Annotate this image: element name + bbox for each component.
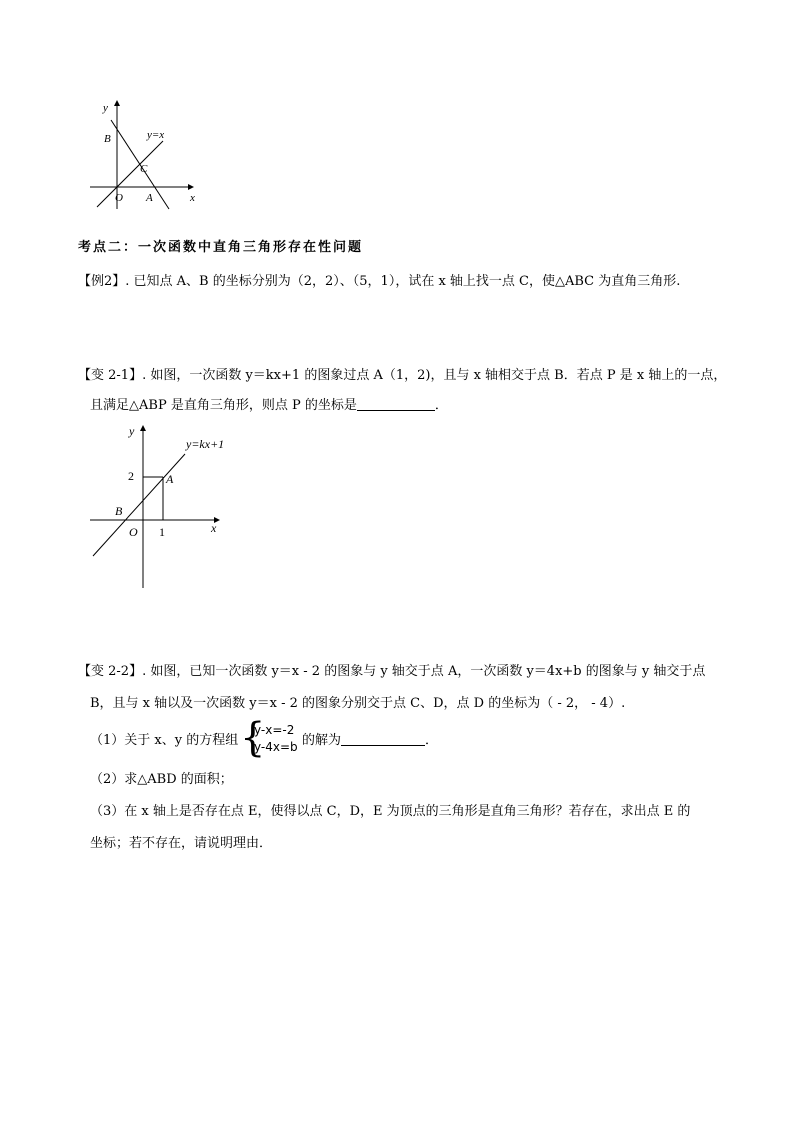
label-c: C [140,163,148,175]
label-b: B [104,133,111,145]
question-3-line1: （3）在 x 轴上是否存在点 E，使得以点 C，D，E 为顶点的三角形是直角三角形？若存在，求出点 E 的 [90,804,691,819]
label-a: A [146,192,153,204]
label-line: y=kx+1 [186,437,225,451]
variation-2-1-line2-end: ． [434,398,448,413]
label-a: A [166,472,174,486]
figure-linear-function [85,420,235,592]
line-y-kx-plus-1 [93,454,185,556]
answer-blank [341,731,425,746]
variation-2-2-line1: 【变 2-2】. 如图，已知一次函数 y＝x - 2 的图象与 y 轴交于点 A，一次函数 y＝4x+b 的图象与 y 轴交于点 [78,664,706,679]
system-brace: { [240,715,266,761]
variation-2-1-line2 [90,396,448,416]
variation-2-1-line2-text: 且满足△ABP 是直角三角形，则点 P 的坐标是 [90,398,357,413]
variation-2-1-line1: 【变 2-1】. 如图，一次函数 y＝kx+1 的图象过点 A（1，2)，且与 x 轴相交于点 B．若点 P 是 x 轴上的一点， [78,368,727,383]
question-1-suffix [302,731,438,751]
label-y: y [129,424,135,438]
label-one: 1 [159,525,165,539]
example-2-text: 【例2】. 已知点 A、B 的坐标分别为（2，2）、（5，1），试在 x 轴上找一点 C，使△ABC 为直角三角形. [78,274,681,289]
section-heading: 考点二：一次函数中直角三角形存在性问题 [78,240,364,255]
figure-lines-intersection [85,95,210,215]
question-1-prefix: （1）关于 x、y 的方程组 [90,733,239,748]
equation-2: y-4x=b [254,740,298,754]
question-1-end: ． [425,733,439,748]
question-2: （2）求△ABD 的面积； [90,772,233,787]
label-x: x [190,192,195,204]
label-o: O [115,192,123,204]
line-y-equals-x [97,141,163,207]
equation-1: y-x=-2 [254,723,295,737]
label-b: B [115,504,123,518]
question-3-line2: 坐标；若不存在，请说明理由． [90,836,273,851]
label-o: O [129,525,138,539]
variation-2-2-line2: B，且与 x 轴以及一次函数 y＝x - 2 的图象分别交于点 C、D，点 D 的坐标为（ - 2， - 4）. [90,696,626,711]
label-x: x [211,521,217,535]
question-1 [90,715,510,762]
label-line-yx: y=x [147,129,165,141]
question-1-suffix-text: 的解为 [302,733,342,748]
label-y: y [103,102,108,114]
equation-system [254,722,298,756]
label-two: 2 [128,469,134,483]
answer-blank [357,396,435,411]
